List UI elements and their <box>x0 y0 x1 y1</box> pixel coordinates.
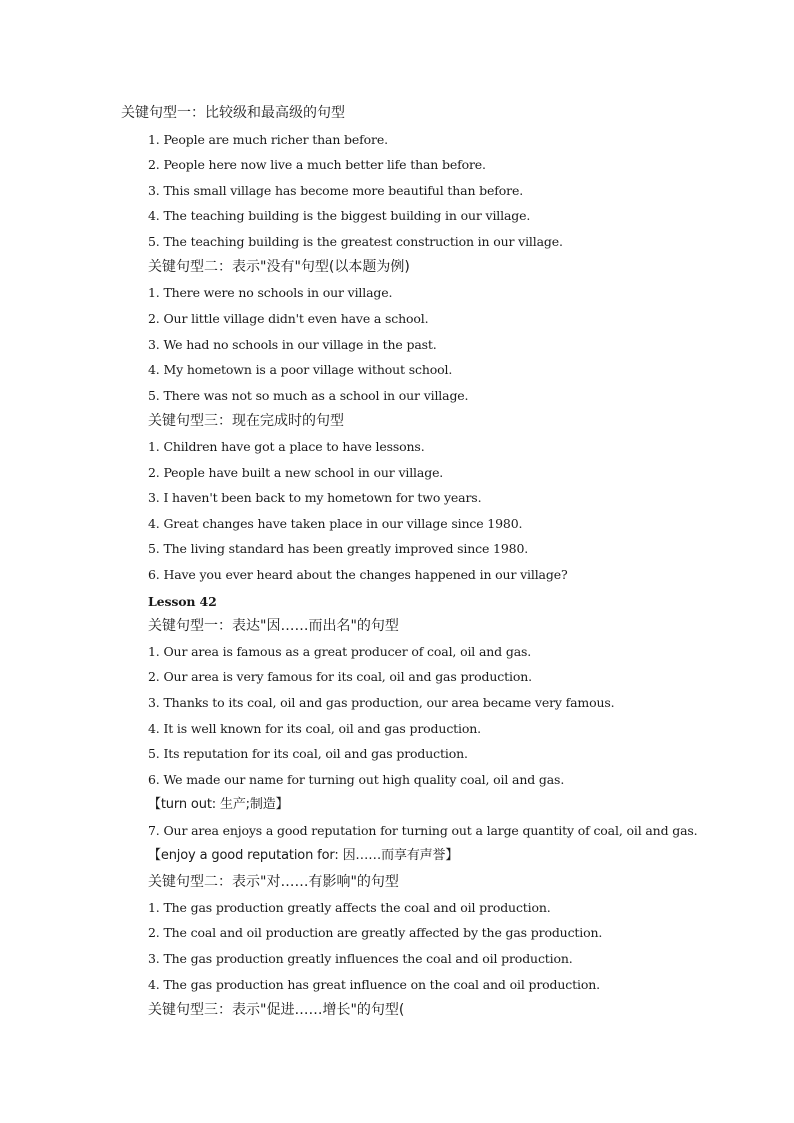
sentence-item: 4. The gas production has great influence on the coal and oil production. <box>148 977 600 992</box>
sentence-item: 4. Great changes have taken place in our village since 1980. <box>148 516 523 531</box>
sentence-item: 2. Our little village didn't even have a school. <box>148 311 429 326</box>
sentence-item: 2. People have built a new school in our village. <box>148 465 444 480</box>
sentence-item: 2. The coal and oil production are greatly affected by the gas production. <box>148 925 603 940</box>
sentence-item: 4. My hometown is a poor village without school. <box>148 362 453 377</box>
sentence-item: 6. We made our name for turning out high quality coal, oil and gas. <box>148 772 565 787</box>
sentence-item: 3. We had no schools in our village in the past. <box>148 337 437 352</box>
sentence-item: 5. There was not so much as a school in our village. <box>148 388 469 403</box>
section-heading-promote-growth: 关键句型三：表示"促进……增长"的句型( <box>148 1002 405 1018</box>
sentence-item: 2. Our area is very famous for its coal, oil and gas production. <box>148 669 532 684</box>
sentence-item: 4. The teaching building is the biggest building in our village. <box>148 208 531 223</box>
sentence-item: 3. I haven't been back to my hometown for two years. <box>148 490 482 505</box>
vocab-note-turn-out: 【turn out: 生产;制造】 <box>148 797 289 812</box>
sentence-item: 2. People here now live a much better life than before. <box>148 157 486 172</box>
lesson-title: Lesson 42 <box>148 594 217 609</box>
section-heading-comparatives: 关键句型一：比较级和最高级的句型 <box>121 105 345 121</box>
sentence-item: 1. Children have got a place to have lessons. <box>148 439 425 454</box>
vocab-note-enjoy-reputation: 【enjoy a good reputation for: 因……而享有声誉】 <box>148 848 459 863</box>
sentence-item: 5. The living standard has been greatly improved since 1980. <box>148 541 529 556</box>
sentence-item: 4. It is well known for its coal, oil and gas production. <box>148 721 481 736</box>
sentence-item: 3. The gas production greatly influences the coal and oil production. <box>148 951 573 966</box>
section-heading-affect: 关键句型二：表示"对……有影响"的句型 <box>148 874 399 890</box>
sentence-item: 3. Thanks to its coal, oil and gas production, our area became very famous. <box>148 695 615 710</box>
section-heading-negation: 关键句型二：表示"没有"句型(以本题为例) <box>148 259 410 275</box>
sentence-item: 7. Our area enjoys a good reputation for turning out a large quantity of coal, oil and gas. <box>148 823 698 838</box>
sentence-item: 6. Have you ever heard about the changes happened in our village? <box>148 567 568 582</box>
sentence-item: 1. Our area is famous as a great producer of coal, oil and gas. <box>148 644 532 659</box>
sentence-item: 3. This small village has become more beautiful than before. <box>148 183 524 198</box>
sentence-item: 5. The teaching building is the greatest construction in our village. <box>148 234 563 249</box>
section-heading-famous-for: 关键句型一：表达"因……而出名"的句型 <box>148 618 399 634</box>
sentence-item: 5. Its reputation for its coal, oil and gas production. <box>148 746 468 761</box>
sentence-item: 1. The gas production greatly affects the coal and oil production. <box>148 900 551 915</box>
sentence-item: 1. There were no schools in our village. <box>148 285 393 300</box>
sentence-item: 1. People are much richer than before. <box>148 132 388 147</box>
section-heading-present-perfect: 关键句型三：现在完成时的句型 <box>148 413 344 429</box>
